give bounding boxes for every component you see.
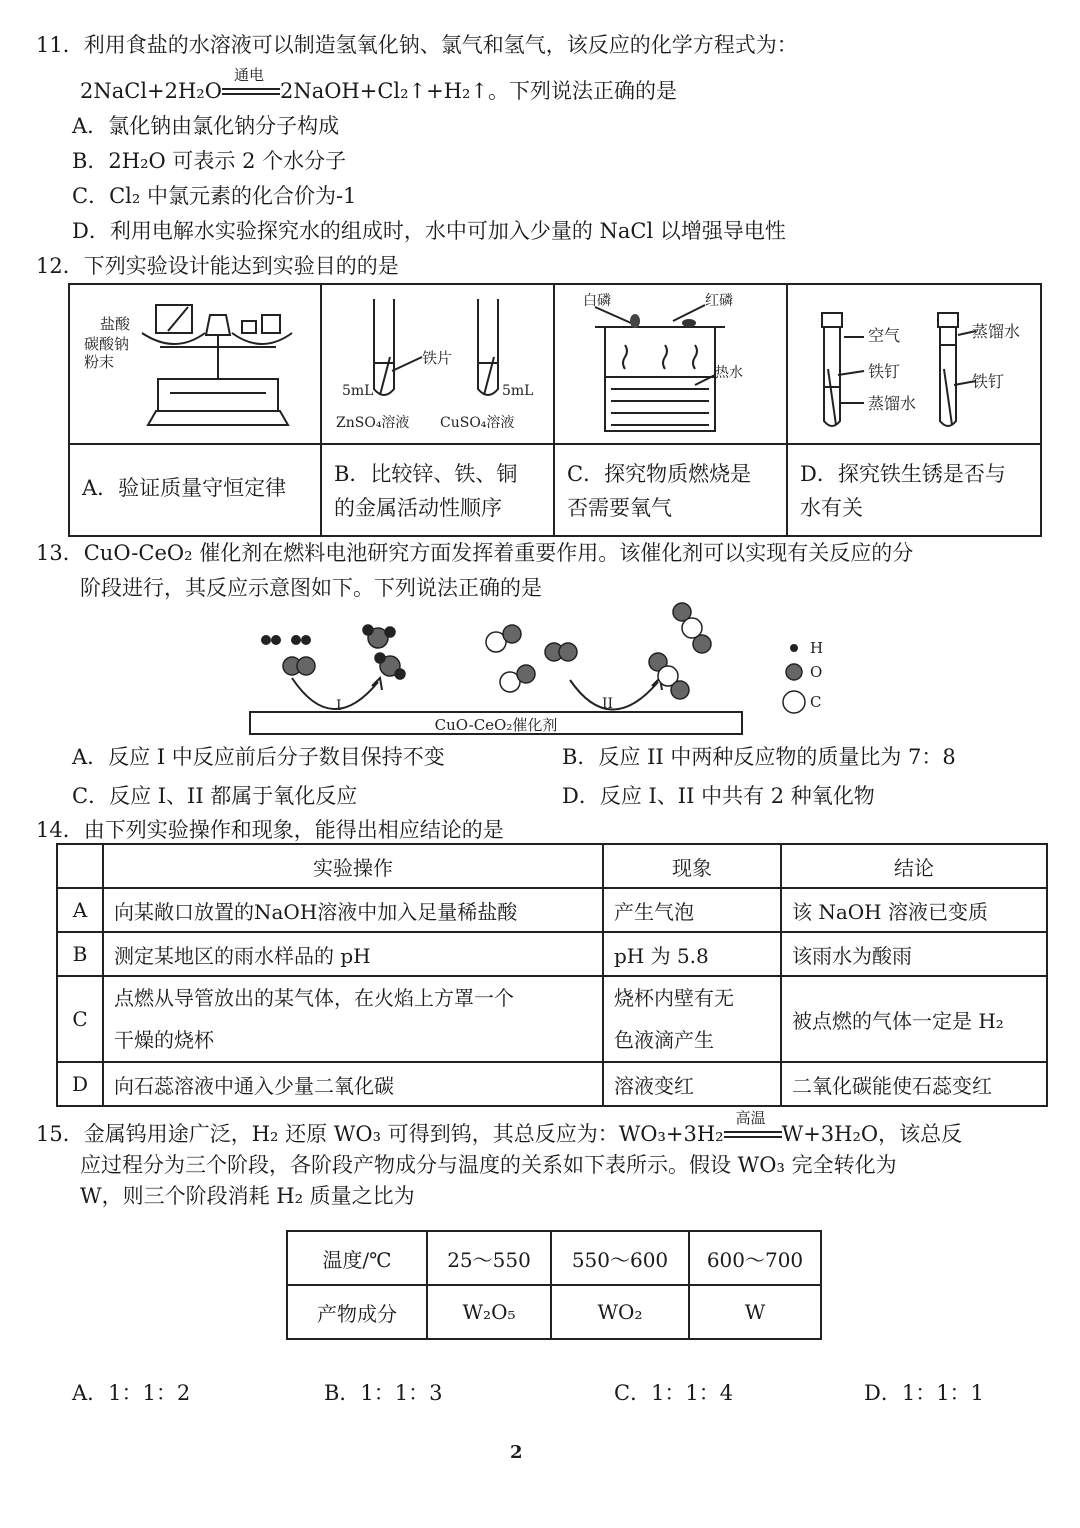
q12-cell-d-line1: D．探究铁生锈是否与 — [800, 462, 1006, 486]
row-operation: 测定某地区的雨水样品的 pH — [103, 932, 603, 976]
row-key: D — [57, 1062, 103, 1106]
fig-b-sol2: CuSO₄溶液 — [440, 415, 515, 431]
q11-option-d: D．利用电解水实验探究水的组成时，水中可加入少量的 NaCl 以增强导电性 — [72, 219, 786, 243]
fig-a-label-2: 碳酸钠 — [84, 335, 130, 353]
q15-cell: 产物成分 — [287, 1285, 427, 1339]
q11-eq-right: 2NaOH+Cl₂↑+H₂↑。下列说法正确的是 — [279, 79, 678, 103]
catalyst-label: CuO-CeO₂催化剂 — [434, 716, 558, 734]
fig-b-vol2: 5mL — [502, 383, 534, 399]
q15-cell: 600～700 — [689, 1231, 821, 1285]
q11-eq-condition: 通电 — [233, 66, 264, 84]
row-phenomenon-line2: 色液滴产生 — [614, 1028, 714, 1052]
table-row — [287, 1285, 821, 1339]
q13-option-c: C．反应 I、II 都属于氧化反应 — [72, 784, 358, 808]
q11-option-a: A．氯化钠由氯化钠分子构成 — [72, 114, 340, 138]
q12-cell-b-line2: 的金属活动性顺序 — [334, 496, 502, 520]
q12-cell-d — [800, 457, 1006, 525]
beaker-figure — [555, 285, 786, 443]
fig-d-air: 空气 — [868, 326, 901, 345]
q15-eq-arrow — [724, 1109, 782, 1149]
row-key: C — [57, 976, 103, 1062]
row-conclusion: 被点燃的气体一定是 H₂ — [781, 976, 1047, 1062]
fig-d-water1: 蒸馏水 — [868, 394, 917, 413]
q14-header-phen: 现象 — [603, 844, 781, 888]
fig-b-sol1: ZnSO₄溶液 — [336, 415, 410, 431]
q11-stem: 11．利用食盐的水溶液可以制造氢氧化钠、氯气和氢气，该反应的化学方程式为： — [36, 33, 798, 57]
q15-table — [286, 1230, 822, 1340]
q13-option-b: B．反应 II 中两种反应物的质量比为 7：8 — [562, 745, 956, 769]
fig-d-nail1: 铁钉 — [868, 362, 901, 381]
fig-a-label-1: 盐酸 — [100, 315, 131, 333]
table-row — [287, 1231, 821, 1285]
q15-stem-line3: W，则三个阶段消耗 H₂ 质量之比为 — [80, 1184, 415, 1208]
fig-b-vol1: 5mL — [342, 383, 374, 399]
q12-stem: 12．下列实验设计能达到实验目的的是 — [36, 254, 399, 278]
q15-cell: W — [689, 1285, 821, 1339]
q12-cell-c-line1: C．探究物质燃烧是 — [567, 462, 752, 486]
q15-option-a: A．1：1：2 — [72, 1381, 191, 1405]
row-operation-line2: 干燥的烧杯 — [114, 1028, 214, 1052]
step-ii-label: II — [602, 696, 614, 712]
q11-equation — [80, 66, 678, 106]
q14-header-op: 实验操作 — [103, 844, 603, 888]
q13-option-a: A．反应 I 中反应前后分子数目保持不变 — [72, 745, 445, 769]
legend-h: H — [810, 639, 824, 657]
table-row — [57, 1062, 1047, 1106]
step-i-label: I — [336, 698, 342, 714]
q15-option-d: D．1：1：1 — [864, 1381, 984, 1405]
q15-eq-condition: 高温 — [735, 1109, 766, 1127]
q15-option-b: B．1：1：3 — [324, 1381, 443, 1405]
q14-stem: 14．由下列实验操作和现象，能得出相应结论的是 — [36, 818, 504, 842]
q15-stem-b: W+3H₂O，该总反 — [781, 1122, 963, 1146]
q13-stem-line1: 13．CuO-CeO₂ 催化剂在燃料电池研究方面发挥着重要作用。该催化剂可以实现有关反应的分 — [36, 541, 914, 565]
row-conclusion: 二氧化碳能使石蕊变红 — [781, 1062, 1047, 1106]
row-operation — [103, 976, 603, 1062]
table-row — [57, 976, 1047, 1062]
q12-cell-d-line2: 水有关 — [800, 496, 863, 520]
fig-c-hot-water: 热水 — [715, 365, 743, 381]
fig-d-water2: 蒸馏水 — [972, 322, 1021, 341]
reaction-diagram — [240, 600, 840, 740]
q15-cell: W₂O₅ — [427, 1285, 551, 1339]
q11-option-b: B．2H₂O 可表示 2 个水分子 — [72, 149, 347, 173]
test-tubes-figure — [322, 285, 553, 443]
row-phenomenon: 溶液变红 — [603, 1062, 781, 1106]
fig-d-nail2: 铁钉 — [972, 372, 1005, 391]
row-key: B — [57, 932, 103, 976]
rust-tubes-figure — [788, 285, 1038, 443]
q11-option-c: C．Cl₂ 中氯元素的化合价为-1 — [72, 184, 357, 208]
q15-option-c: C．1：1：4 — [614, 1381, 734, 1405]
row-key: A — [57, 888, 103, 932]
q15-cell: 25～550 — [427, 1231, 551, 1285]
q12-cell-c-line2: 否需要氧气 — [567, 496, 672, 520]
q15-cell: 温度/℃ — [287, 1231, 427, 1285]
legend-o: O — [810, 663, 823, 681]
fig-b-iron: 铁片 — [422, 349, 453, 367]
q14-table — [56, 843, 1048, 1107]
row-operation-line1: 点燃从导管放出的某气体，在火焰上方罩一个 — [114, 986, 514, 1010]
q12-cell-c — [567, 457, 751, 525]
fig-c-red-p: 红磷 — [705, 293, 733, 309]
q15-stem-line2: 应过程分为三个阶段，各阶段产物成分与温度的关系如下表所示。假设 WO₃ 完全转化为 — [80, 1153, 897, 1177]
q12-cell-b — [334, 457, 517, 525]
q13-option-d: D．反应 I、II 中共有 2 种氧化物 — [562, 784, 875, 808]
row-phenomenon — [603, 976, 781, 1062]
q14-header-row — [57, 844, 1047, 888]
q15-stem-a: 15．金属钨用途广泛，H₂ 还原 WO₃ 可得到钨，其总反应为：WO₃+3H₂ — [36, 1122, 724, 1146]
fig-c-white-p: 白磷 — [583, 293, 611, 309]
row-operation: 向石蕊溶液中通入少量二氧化碳 — [103, 1062, 603, 1106]
q12-table — [68, 283, 1042, 537]
row-operation: 向某敞口放置的NaOH溶液中加入足量稀盐酸 — [103, 888, 603, 932]
page-number: 2 — [510, 1442, 523, 1463]
row-conclusion: 该雨水为酸雨 — [781, 932, 1047, 976]
q12-cell-a: A．验证质量守恒定律 — [82, 476, 287, 500]
row-conclusion: 该 NaOH 溶液已变质 — [781, 888, 1047, 932]
q13-stem-line2: 阶段进行，其反应示意图如下。下列说法正确的是 — [80, 576, 542, 600]
row-phenomenon: pH 为 5.8 — [603, 932, 781, 976]
q15-cell: WO₂ — [551, 1285, 689, 1339]
q11-eq-left: 2NaCl+2H₂O — [80, 79, 222, 103]
q15-stem-line1 — [36, 1109, 963, 1149]
balance-figure — [70, 285, 320, 443]
table-row — [57, 932, 1047, 976]
table-row — [57, 888, 1047, 932]
fig-a-label-3: 粉末 — [84, 353, 115, 371]
q11-eq-arrow — [222, 66, 280, 106]
q15-cell: 550～600 — [551, 1231, 689, 1285]
row-phenomenon: 产生气泡 — [603, 888, 781, 932]
q14-header-con: 结论 — [781, 844, 1047, 888]
q12-cell-b-line1: B．比较锌、铁、铜 — [334, 462, 518, 486]
legend-c: C — [810, 693, 822, 711]
row-phenomenon-line1: 烧杯内壁有无 — [614, 986, 734, 1010]
